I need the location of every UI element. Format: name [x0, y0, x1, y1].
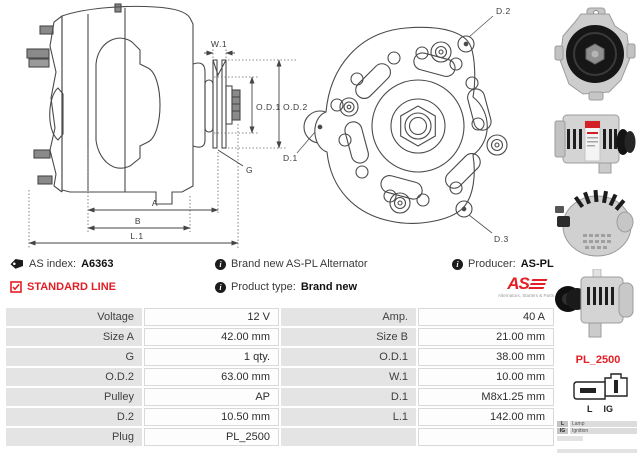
- legend-key: IG: [557, 428, 568, 434]
- product-type-line: [215, 281, 368, 293]
- legend-value: Ignition: [570, 428, 637, 434]
- legend-decor-bar: [557, 449, 637, 453]
- brand-new-text: Brand new AS-PL Alternator: [231, 258, 368, 270]
- spec-value: 63.00 mm: [144, 368, 279, 386]
- plug-pin-l: L: [587, 404, 593, 414]
- spec-value: AP: [144, 388, 279, 406]
- spec-label: Voltage: [6, 308, 142, 326]
- spec-label: D.1: [281, 388, 416, 406]
- info-icon: i: [215, 259, 226, 270]
- spec-value: 38.00 mm: [418, 348, 554, 366]
- as-index-value: A6363: [81, 258, 114, 270]
- as-index-label: AS index:: [29, 258, 77, 270]
- spec-value: 142.00 mm: [418, 408, 554, 426]
- spec-label: O.D.1: [281, 348, 416, 366]
- spec-label: Size B: [281, 328, 416, 346]
- dim-label-a: A: [151, 198, 159, 208]
- front-view: [304, 27, 507, 223]
- alternator-rear-photo[interactable]: [553, 182, 637, 262]
- spec-label: W.1: [281, 368, 416, 386]
- dim-label-d2: D.2: [496, 6, 511, 16]
- spec-value: M8x1.25 mm: [418, 388, 554, 406]
- side-view: [27, 4, 240, 204]
- spec-label: Size A: [6, 328, 142, 346]
- plug-connector-drawing: [572, 372, 632, 404]
- dim-label-od1: O.D.1: [256, 102, 281, 112]
- spec-value: 1 qty.: [144, 348, 279, 366]
- as-pl-logo-text: AS: [507, 274, 529, 293]
- spec-label: [281, 428, 416, 446]
- as-pl-logo: [494, 274, 558, 298]
- spec-value: 10.00 mm: [418, 368, 554, 386]
- producer-line: [452, 258, 558, 270]
- info-column-1: [10, 258, 116, 293]
- spec-label: Pulley: [6, 388, 142, 406]
- as-pl-logo-tagline: Alternators, Starters & Parts: [497, 293, 555, 298]
- plug-name: PL_2500: [575, 354, 621, 366]
- alternator-left-side-photo[interactable]: [553, 269, 637, 339]
- legend-row-ignition: [557, 428, 637, 434]
- tag-icon: [10, 258, 24, 270]
- brand-new-line: [215, 258, 368, 270]
- dim-label-g: G: [246, 165, 254, 175]
- technical-drawing: [0, 0, 548, 252]
- dim-label-d3: D.3: [494, 234, 509, 244]
- legend-row-lamp: [557, 421, 637, 427]
- info-icon: i: [452, 259, 463, 270]
- standard-line: [10, 281, 116, 293]
- product-type-label: Product type:: [231, 281, 296, 293]
- standard-line-label: STANDARD LINE: [27, 281, 117, 293]
- producer-value: AS-PL: [520, 258, 554, 270]
- plug-pin-ig: IG: [603, 404, 614, 414]
- spec-label: G: [6, 348, 142, 366]
- dim-label-l1: L.1: [130, 231, 144, 241]
- spec-value: PL_2500: [144, 428, 279, 446]
- spec-label: Amp.: [281, 308, 416, 326]
- dim-label-d1: D.1: [283, 153, 298, 163]
- checkbox-checked-icon: [10, 281, 22, 293]
- spec-table: [6, 308, 550, 446]
- photo-gallery: [552, 6, 638, 339]
- dim-label-od2: O.D.2: [283, 102, 308, 112]
- legend-key: L: [557, 421, 568, 427]
- alternator-side-photo[interactable]: [553, 109, 637, 175]
- producer-label: Producer:: [468, 258, 516, 270]
- as-pl-logo-stripes-icon: [527, 279, 547, 291]
- spec-value: [418, 428, 554, 446]
- spec-label: O.D.2: [6, 368, 142, 386]
- plug-legend: [557, 421, 637, 453]
- alternator-front-photo[interactable]: [553, 6, 637, 102]
- legend-value: Lamp: [570, 421, 637, 427]
- spec-value: 21.00 mm: [418, 328, 554, 346]
- info-column-3: [452, 258, 558, 298]
- spec-value: 42.00 mm: [144, 328, 279, 346]
- dim-label-w1: W.1: [210, 39, 228, 49]
- as-index-line: [10, 258, 116, 270]
- spec-value: 10.50 mm: [144, 408, 279, 426]
- spec-label: D.2: [6, 408, 142, 426]
- spec-label: L.1: [281, 408, 416, 426]
- spec-label: Plug: [6, 428, 142, 446]
- plug-pins: [572, 404, 632, 414]
- info-icon: i: [215, 282, 226, 293]
- info-column-2: [215, 258, 368, 293]
- spec-value: 12 V: [144, 308, 279, 326]
- dimension-lines: [29, 53, 279, 243]
- dim-label-b: B: [134, 216, 142, 226]
- spec-value: 40 A: [418, 308, 554, 326]
- extension-lines: [29, 48, 298, 248]
- product-type-value: Brand new: [300, 281, 358, 293]
